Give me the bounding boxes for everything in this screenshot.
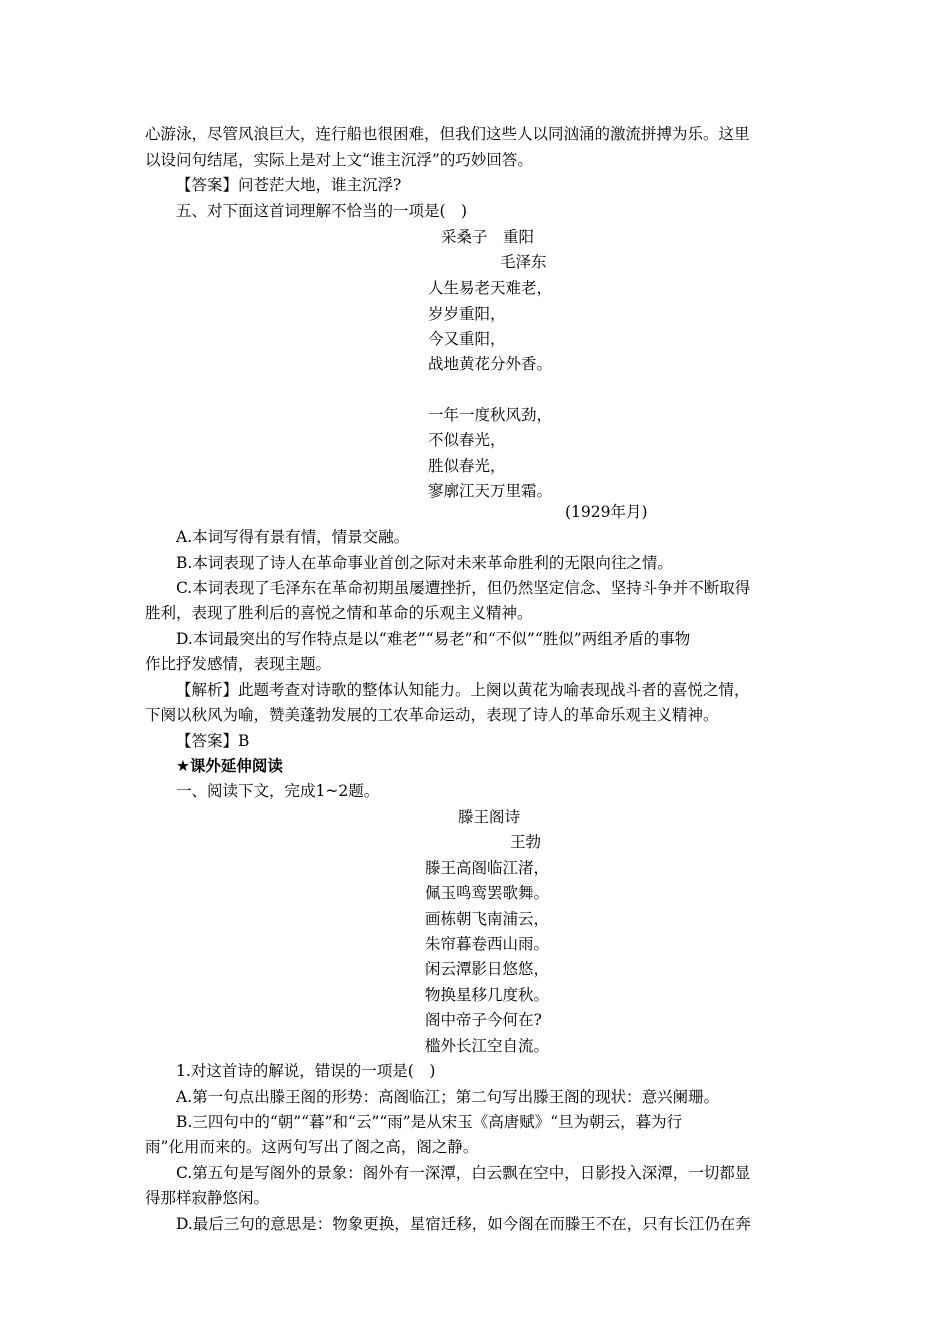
option-c-cont: 得那样寂静悠闲。 — [145, 1189, 270, 1207]
option-b: B.三四句中的“朝”“暮”和“云”“雨”是从宋玉《高唐赋》“旦为朝云，暮为行 — [176, 1113, 683, 1131]
option-a: A.本词写得有景有情，情景交融。 — [176, 528, 410, 546]
poem-line: 今又重阳， — [428, 330, 506, 348]
poem-line: 岁岁重阳， — [428, 305, 506, 323]
poem-line: 寥廓江天万里霜。 — [428, 482, 553, 500]
option-a: A.第一句点出滕王阁的形势：高阁临江；第二句写出滕王阁的现状：意兴阑珊。 — [176, 1088, 720, 1106]
paragraph-line: 以设问句结尾，实际上是对上文“谁主沉浮”的巧妙回答。 — [145, 151, 533, 169]
poem-title: 采桑子 重阳 — [441, 228, 535, 246]
poem-line: 胜似春光， — [428, 457, 506, 475]
poem-line: 滕王高阁临江渚， — [425, 859, 550, 877]
poem-line: 佩玉鸣鸾罢歌舞。 — [425, 884, 550, 902]
option-c: C.第五句是写阁外的景象：阁外有一深潭，白云飘在空中，日影投入深潭，一切都显 — [176, 1164, 751, 1182]
poem-title: 滕王阁诗 — [458, 808, 521, 826]
option-d: D.本词最突出的写作特点是以“难老”“易老”和“不似”“胜似”两组矛盾的事物 — [176, 630, 691, 648]
poem-line: 物换星移几度秋。 — [425, 986, 550, 1004]
poem-line: 槛外长江空自流。 — [425, 1037, 550, 1055]
question-prompt: 五、对下面这首词理解不恰当的一项是( ) — [176, 202, 468, 220]
poem-line: 一年一度秋风劲， — [428, 406, 553, 424]
option-d-cont: 作比抒发感情，表现主题。 — [145, 655, 332, 673]
poem-line: 闲云潭影日悠悠， — [425, 960, 550, 978]
analysis-line: 下阕以秋风为喻，赞美蓬勃发展的工农革命运动，表现了诗人的革命乐观主义精神。 — [145, 706, 719, 724]
poem-line: 朱帘暮卷西山雨。 — [425, 935, 550, 953]
poem-author: 毛泽东 — [500, 253, 547, 271]
option-b: B.本词表现了诗人在革命事业首创之际对未来革命胜利的无限向往之情。 — [176, 554, 673, 572]
poem-line: 阁中帝子今何在? — [425, 1011, 542, 1029]
option-c: C.本词表现了毛泽东在革命初期虽屡遭挫折，但仍然坚定信念、坚持斗争并不断取得 — [176, 579, 751, 597]
question-prompt: 1.对这首诗的解说，错误的一项是( ) — [176, 1062, 436, 1080]
poem-line: 战地黄花分外香。 — [428, 355, 553, 373]
paragraph-line: 心游泳，尽管风浪巨大，连行船也很困难，但我们这些人以同汹涌的激流拼搏为乐。这里 — [145, 125, 750, 143]
option-c-cont: 胜利，表现了胜利后的喜悦之情和革命的乐观主义精神。 — [145, 604, 533, 622]
poem-date: (1929年月) — [565, 503, 648, 521]
option-b-cont: 雨”化用而来的。这两句写出了阁之高，阁之静。 — [145, 1138, 479, 1156]
answer-line: 【答案】问苍茫大地，谁主沉浮? — [176, 176, 402, 194]
poem-line: 人生易老天难老， — [428, 279, 553, 297]
option-d: D.最后三句的意思是：物象更换，星宿迁移，如今阁在而滕王不在，只有长江仍在奔 — [176, 1215, 751, 1233]
poem-line: 不似春光， — [428, 431, 506, 449]
reading-intro: 一、阅读下文，完成1~2题。 — [176, 782, 380, 800]
poem-author: 王勃 — [510, 833, 542, 851]
answer-line: 【答案】B — [176, 732, 250, 750]
section-heading: ★课外延伸阅读 — [176, 757, 283, 775]
poem-line: 画栋朝飞南浦云， — [425, 910, 550, 928]
analysis-line: 【解析】此题考查对诗歌的整体认知能力。上阕以黄花为喻表现战斗者的喜悦之情， — [176, 681, 750, 699]
